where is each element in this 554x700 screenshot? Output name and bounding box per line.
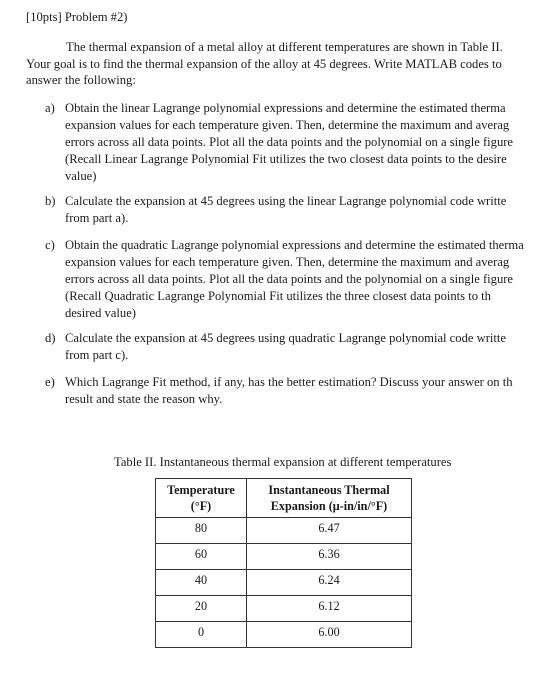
intro-line-1: The thermal expansion of a metal alloy at different temperatures are shown in Table II.	[66, 40, 503, 54]
expansion-cell: 6.00	[247, 622, 412, 648]
question-a-line: expansion values for each temperature given. Then, determine the maximum and averag	[65, 118, 510, 132]
question-a-line: (Recall Linear Lagrange Polynomial Fit utilizes the two closest data points to the desire	[65, 152, 507, 166]
question-c-line: desired value)	[65, 306, 136, 320]
question-e-line: Which Lagrange Fit method, if any, has the better estimation? Discuss your answer on th	[65, 375, 513, 389]
header-expansion: Instantaneous Thermal Expansion (μ-in/in/°F)	[247, 479, 412, 518]
question-e-marker: e)	[45, 375, 55, 389]
question-d	[45, 330, 554, 364]
question-c	[45, 237, 554, 322]
problem-header: [10pts] Problem #2)	[26, 10, 128, 24]
table-row	[156, 518, 412, 544]
question-b	[45, 193, 554, 227]
table-row	[156, 622, 412, 648]
question-a-line: value)	[65, 169, 97, 183]
question-a	[45, 100, 554, 185]
table-caption: Table II. Instantaneous thermal expansion at different temperatures	[114, 455, 452, 469]
question-c-line: Obtain the quadratic Lagrange polynomial expressions and determine the estimated therma	[65, 238, 524, 252]
intro-line-2: Your goal is to find the thermal expansion of the alloy at 45 degrees. Write MATLAB codes to	[26, 56, 502, 71]
question-c-line: (Recall Quadratic Lagrange Polynomial Fit utilizes the three closest data points to th	[65, 289, 491, 303]
temperature-cell: 40	[156, 570, 247, 596]
header-temperature: Temperature (°F)	[156, 479, 247, 518]
temperature-cell: 60	[156, 544, 247, 570]
table-row	[156, 544, 412, 570]
question-c-marker: c)	[45, 238, 55, 252]
question-a-line: errors across all data points. Plot all the data points and the polynomial on a single figure	[65, 135, 514, 149]
temperature-cell: 20	[156, 596, 247, 622]
intro-line-3: answer the following:	[26, 73, 136, 87]
question-e	[45, 374, 554, 408]
question-c-line: errors across all data points. Plot all the data points and the polynomial on a single figure	[65, 272, 514, 286]
table-row	[156, 570, 412, 596]
question-a-line: Obtain the linear Lagrange polynomial expressions and determine the estimated therma	[65, 101, 506, 115]
question-b-line: from part a).	[65, 211, 129, 225]
question-c-line: expansion values for each temperature given. Then, determine the maximum and averag	[65, 255, 510, 269]
table-header-row	[156, 479, 412, 518]
expansion-cell: 6.24	[247, 570, 412, 596]
expansion-cell: 6.12	[247, 596, 412, 622]
question-e-line: result and state the reason why.	[65, 392, 223, 406]
problem-intro	[26, 39, 546, 89]
temperature-cell: 80	[156, 518, 247, 544]
question-b-line: Calculate the expansion at 45 degrees using the linear Lagrange polynomial code writte	[65, 194, 507, 208]
expansion-cell: 6.36	[247, 544, 412, 570]
question-d-line: Calculate the expansion at 45 degrees using quadratic Lagrange polynomial code writte	[65, 331, 506, 345]
temperature-cell: 0	[156, 622, 247, 648]
question-d-line: from part c).	[65, 348, 129, 362]
table-row	[156, 596, 412, 622]
question-d-marker: d)	[45, 331, 56, 345]
question-b-marker: b)	[45, 194, 56, 208]
expansion-cell: 6.47	[247, 518, 412, 544]
question-a-marker: a)	[45, 101, 55, 115]
expansion-table	[155, 478, 412, 648]
